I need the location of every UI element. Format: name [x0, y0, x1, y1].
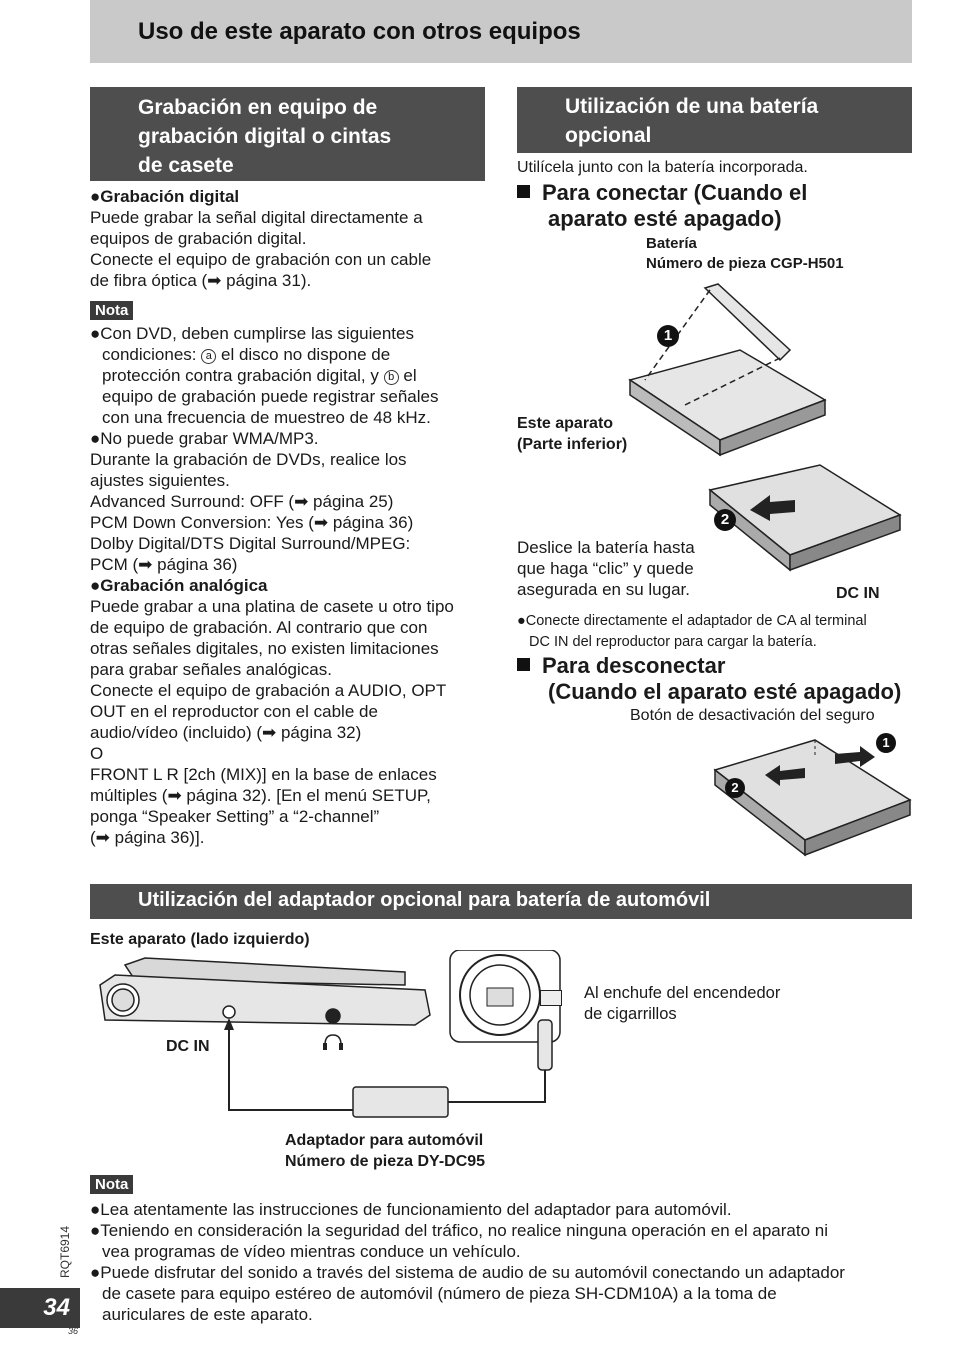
text-line: de fibra óptica (➡ página 31). [90, 271, 312, 290]
text-line: O [90, 744, 104, 763]
text-fragment: el [403, 366, 417, 385]
disconnect-title [517, 653, 917, 705]
text-fragment: protección contra grabación digital, y [102, 366, 379, 385]
square-bullet-icon [517, 185, 530, 198]
heading-text: Utilización del adaptador opcional para batería de automóvil [138, 889, 711, 911]
nota-badge [90, 301, 133, 320]
car-adapter-box [353, 1087, 448, 1117]
text-line: ●Lea atentamente las instrucciones de funcionamiento del adaptador para automóvil. [90, 1200, 732, 1219]
label-line: Adaptador para automóvil [285, 1132, 484, 1149]
bottom-nota-badge [90, 1175, 133, 1194]
unit-side-image [100, 958, 430, 1025]
document-code: RQT6914 [58, 1225, 72, 1278]
text-line: Dolby Digital/DTS Digital Surround/MPEG: [90, 534, 411, 553]
text-line: (➡ página 36)]. [90, 828, 205, 847]
text-line: que haga “clic” y quede [517, 559, 694, 578]
text-line: Conecte el equipo de grabación a AUDIO, OPT [90, 681, 447, 700]
title-text: Para desconectar [542, 653, 726, 678]
bottom-nota-list [90, 1199, 912, 1325]
circle-a-icon: a [201, 349, 216, 364]
text-line: equipos de grabación digital. [90, 229, 307, 248]
text-line: Deslice la batería hasta [517, 538, 695, 557]
dc-in-jack-icon [223, 1006, 235, 1018]
label-line: Batería [646, 235, 697, 252]
digital-block [90, 186, 490, 291]
connect-title [517, 180, 917, 232]
title-line: (Cuando el aparato esté apagado) [548, 679, 902, 704]
headphone-jack-icon [326, 1009, 340, 1023]
text-line: ponga “Speaker Setting” a “2-channel” [90, 807, 380, 826]
text-line: Advanced Surround: OFF (➡ página 25) [90, 492, 394, 511]
step-1-marker: 1 [657, 325, 679, 347]
text-line: ●Teniendo en consideración la seguridad del tráfico, no realice ninguna operación en el aparato ni [90, 1221, 828, 1240]
text-line: ●Conecte directamente el adaptador de CA al terminal [517, 613, 867, 629]
page-number: 34 [0, 1288, 80, 1328]
step-1-marker: 1 [876, 733, 896, 753]
text-line: Puede grabar la señal digital directamente a [90, 208, 423, 227]
text-line: ●No puede grabar WMA/MP3. [90, 429, 319, 448]
label-line: de cigarrillos [584, 1005, 677, 1023]
unit-bottom-image [710, 465, 900, 570]
slide-instructions [517, 537, 695, 600]
unit-side-label: Este aparato (lado izquierdo) [90, 931, 310, 948]
unit-bottom-label [517, 413, 627, 455]
digital-title: ●Grabación digital [90, 187, 240, 206]
socket-icon [540, 990, 562, 1006]
label-line: Al enchufe del encendedor [584, 984, 781, 1002]
text-line: de equipo de grabación. Al contrario que con [90, 618, 428, 637]
battery-label [646, 234, 844, 274]
battery-disconnect-illustration [710, 735, 915, 865]
heading-line: Grabación en equipo de [138, 96, 378, 119]
text-line: FRONT L R [2ch (MIX)] en la base de enlaces [90, 765, 437, 784]
analog-title: ●Grabación analógica [90, 576, 268, 595]
text-line: Conecte el equipo de grabación con un cable [90, 250, 432, 269]
unit-image [715, 740, 910, 855]
adapter-label [285, 1130, 485, 1172]
heading-line: grabación digital o cintas [138, 125, 392, 148]
car-adapter-diagram [95, 950, 565, 1120]
text-line: otras señales digitales, no existen limitaciones [90, 639, 439, 658]
connect-note [517, 611, 917, 653]
text-line: DC IN del reproductor para cargar la batería. [529, 634, 817, 650]
release-button-label: Botón de desactivación del seguro [630, 707, 875, 724]
dc-in-label: DC IN [836, 585, 880, 602]
text-line: vea programas de vídeo mientras conduce un vehículo. [102, 1242, 521, 1261]
text-line: para grabar señales analógicas. [90, 660, 332, 679]
text-line: auriculares de este aparato. [102, 1305, 313, 1324]
text-line: ●Puede disfrutar del sonido a través del sistema de audio de su automóvil conectando un adaptador [90, 1263, 845, 1282]
text-line [90, 344, 490, 365]
right-section-heading [517, 87, 912, 153]
nota-label: Nota [90, 1175, 133, 1194]
car-section-heading [90, 884, 912, 919]
label-line: Número de pieza DY-DC95 [285, 1153, 486, 1170]
text-line: OUT en el reproductor con el cable de [90, 702, 378, 721]
heading-line: Utilización de una batería [565, 95, 819, 118]
label-line: (Parte inferior) [517, 436, 628, 453]
square-bullet-icon [517, 658, 530, 671]
lighter-plug-icon [538, 1020, 552, 1070]
label-line: Este aparato [517, 415, 614, 432]
battery-image [630, 284, 825, 455]
title-text: Para conectar (Cuando el [542, 180, 808, 205]
heading-line: de casete [138, 154, 234, 177]
text-line: audio/vídeo (incluido) (➡ página 32) [90, 723, 362, 742]
intro-text: Utilícela junto con la batería incorporada. [517, 159, 808, 176]
small-page-code: 36 [68, 1326, 79, 1336]
dc-in-label: DC IN [166, 1038, 210, 1055]
text-line: de casete para equipo estéreo de automóvil (número de pieza SH-CDM10A) a la toma de [102, 1284, 777, 1303]
text-line: Puede grabar a una platina de casete u otro tipo [90, 597, 454, 616]
text-line: equipo de grabación puede registrar señales [102, 387, 439, 406]
left-section-heading [90, 87, 485, 181]
text-line [90, 365, 490, 386]
step-2-marker: 2 [725, 778, 745, 798]
title-line [517, 653, 917, 679]
title-line: aparato esté apagado) [548, 206, 782, 231]
text-line: múltiples (➡ página 32). [En el menú SETUP, [90, 786, 431, 805]
headphone-icon [325, 1035, 341, 1045]
title-line [517, 180, 917, 206]
page-title: Uso de este aparato con otros equipos [138, 18, 581, 45]
nota-label: Nota [90, 301, 133, 320]
nota-list [90, 323, 490, 848]
text-line: ●Con DVD, deben cumplirse las siguientes [90, 324, 414, 343]
text-line: Durante la grabación de DVDs, realice los [90, 450, 407, 469]
text-fragment: condiciones: [102, 345, 197, 364]
text-line: ajustes siguientes. [90, 471, 230, 490]
step-2-marker: 2 [714, 509, 736, 531]
text-line: con una frecuencia de muestreo de 48 kHz. [102, 408, 431, 427]
lighter-label [584, 983, 780, 1025]
text-line: PCM Down Conversion: Yes (➡ página 36) [90, 513, 414, 532]
page-header [90, 0, 912, 63]
text-fragment: el disco no dispone de [220, 345, 391, 364]
text-line: PCM (➡ página 36) [90, 555, 238, 574]
circle-b-icon: b [384, 370, 399, 385]
heading-line: opcional [565, 124, 652, 147]
label-line: Número de pieza CGP-H501 [646, 255, 844, 272]
text-line: asegurada en su lugar. [517, 580, 690, 599]
